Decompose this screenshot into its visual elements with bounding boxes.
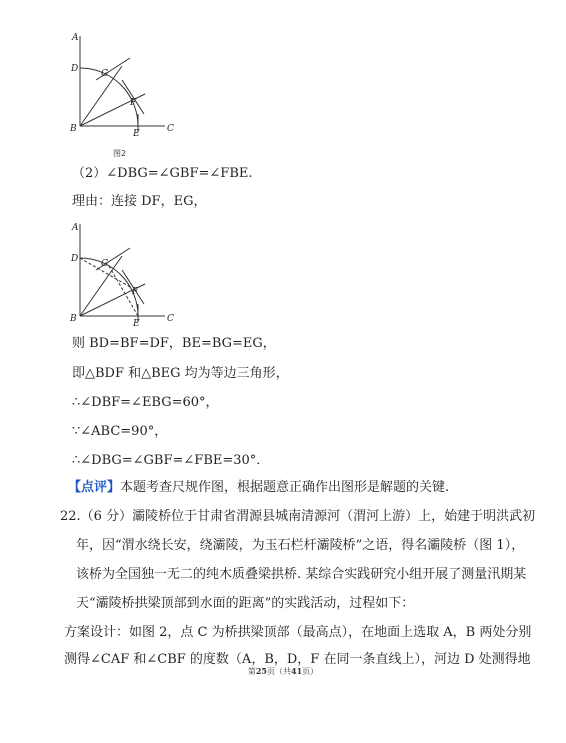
label-A: A xyxy=(72,223,79,233)
line-right-angle: ∵∠ABC=90°， xyxy=(72,424,168,439)
review-tag: 【点评】 xyxy=(68,480,121,495)
footer-suffix: 页） xyxy=(302,667,319,676)
line-equilateral: 即△BDF 和△BEG 均为等边三角形， xyxy=(72,366,289,381)
line-angles-60: ∴∠DBF=∠EBG=60°， xyxy=(72,395,219,410)
label-G: G xyxy=(101,259,109,269)
line-angles-30: ∴∠DBG=∠GBF=∠FBE=30°． xyxy=(72,453,270,468)
problem-22-line-4: 天“灞陵桥拱梁顶部到水面的距离”的实践活动，过程如下： xyxy=(76,596,415,611)
line-reason: 理由：连接 DF，EG， xyxy=(72,194,207,209)
label-E: E xyxy=(133,319,140,328)
line-conclusion: （2）∠DBG=∠GBF=∠FBE. xyxy=(72,166,253,181)
figure-caption: 图2 xyxy=(113,149,127,158)
line-equal-sides: 则 BD=BF=DF，BE=BG=EG， xyxy=(72,336,276,351)
label-B: B xyxy=(70,124,77,134)
footer-prefix: 第 xyxy=(247,667,256,676)
footer-mid: 页（共 xyxy=(267,667,291,676)
problem-22-line-6: 测得∠CAF 和∠CBF 的度数（A，B，D，F 在同一条直线上），河边 D 处测得地 xyxy=(64,652,531,667)
label-F: F xyxy=(132,287,139,297)
label-C: C xyxy=(167,124,174,134)
construction-line-2 xyxy=(122,80,144,114)
label-F: F xyxy=(130,98,137,108)
problem-22-line-5: 方案设计：如图 2，点 C 为桥拱梁顶部（最高点），在地面上选取 A，B 两处分别 xyxy=(64,625,532,640)
label-A: A xyxy=(72,33,79,43)
problem-22-line-1: 22.（6 分）灞陵桥位于甘肃省渭源县城南清源河（渭河上游）上，始建于明洪武初 xyxy=(60,509,536,524)
arc-DE xyxy=(80,68,138,126)
footer-total-pages: 41 xyxy=(291,666,303,676)
page-footer xyxy=(0,666,566,677)
figure-1-angle-trisection xyxy=(60,28,190,163)
footer-page-number: 25 xyxy=(255,666,267,676)
figure-2-equilateral-construction xyxy=(60,218,190,328)
label-E: E xyxy=(133,129,140,139)
label-B: B xyxy=(70,314,77,324)
label-G: G xyxy=(101,69,109,79)
label-C: C xyxy=(167,314,174,324)
label-D: D xyxy=(71,64,79,74)
label-D: D xyxy=(71,254,79,264)
review-comment xyxy=(68,480,449,496)
problem-22-line-3: 该桥为全国独一无二的纯木质叠梁拱桥. 某综合实践研究小组开展了测量汛期某 xyxy=(76,567,527,582)
problem-22-line-2: 年，因“渭水绕长安，绕灞陵，为玉石栏杆灞陵桥”之语，得名灞陵桥（图 1）， xyxy=(76,538,525,553)
review-text: 本题考查尺规作图，根据题意正确作出图形是解题的关键. xyxy=(120,480,450,495)
